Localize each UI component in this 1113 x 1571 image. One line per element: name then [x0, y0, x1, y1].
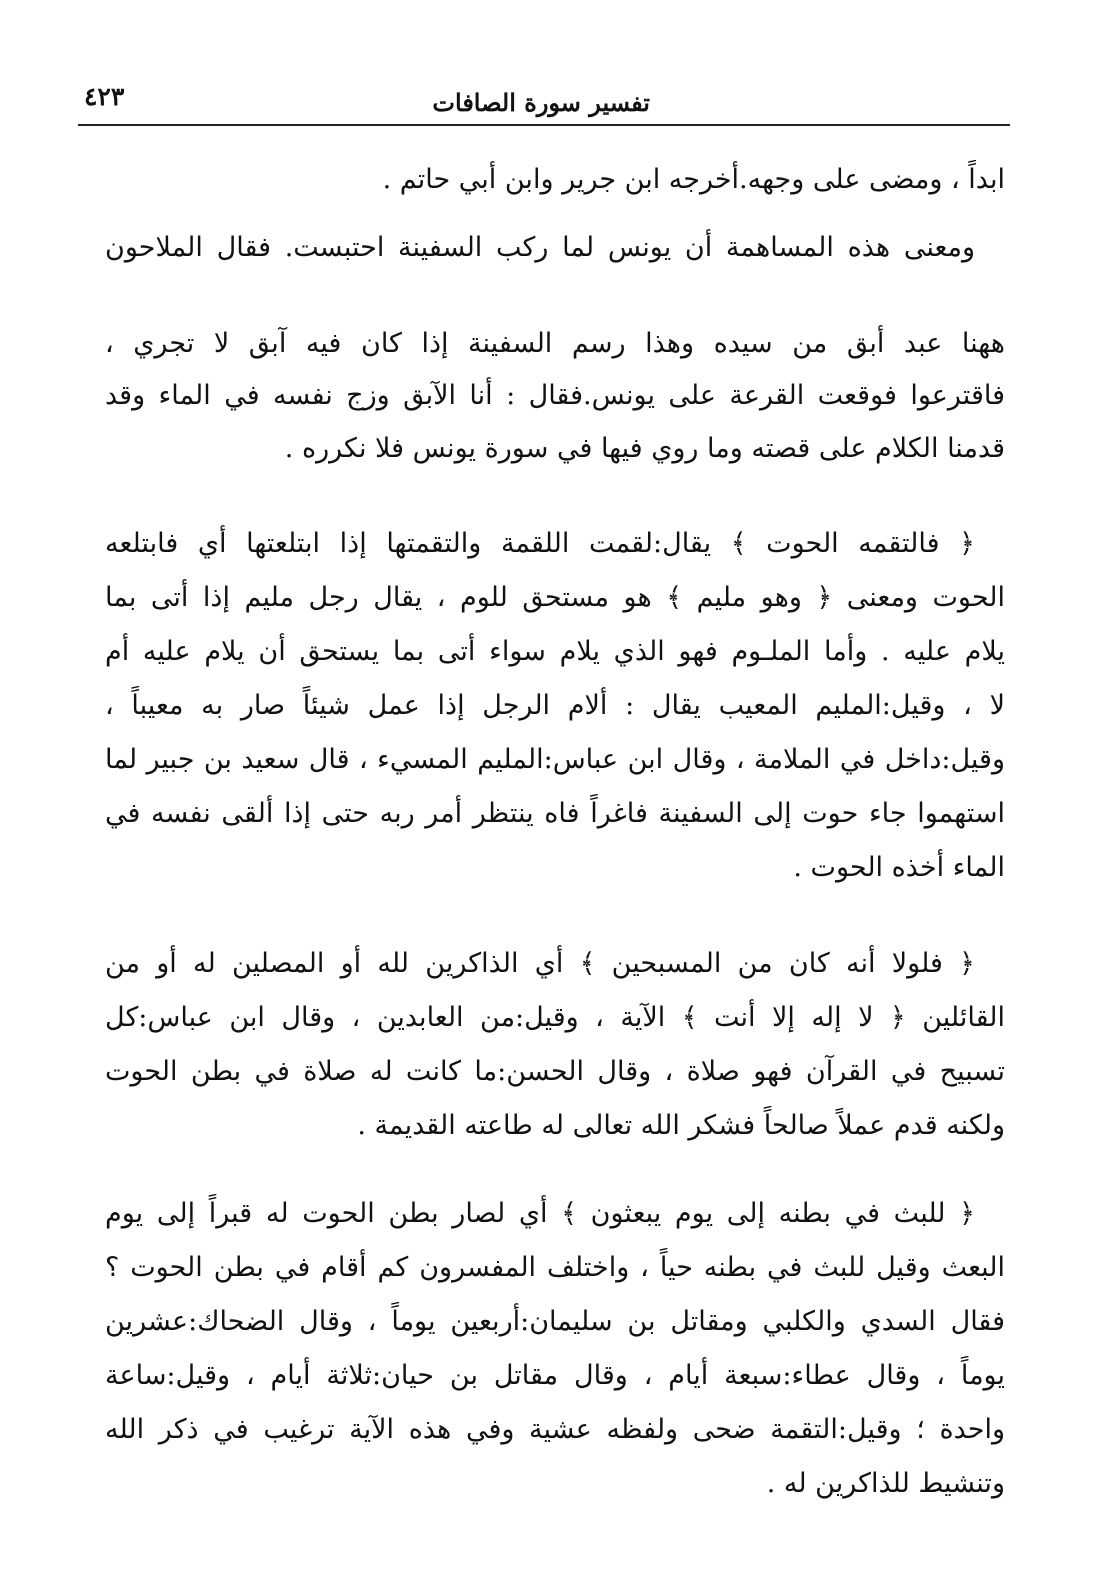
paragraph-6-line-2: البعث وقيل للبث في بطنه حياً ، واختلف المفسرون كم أقام في بطن الحوت ؟	[105, 1252, 1005, 1283]
paragraph-5-line-4: ولكنه قدم عملاً صالحاً فشكر الله تعالى له طاعته القديمة .	[357, 1110, 1005, 1141]
paragraph-6-line-1: ﴿ للبث في بطنه إلى يوم يبعثون ﴾ أي لصار بطن الحوت له قبراً إلى يوم	[105, 1198, 975, 1229]
page-number: ٤٢٣	[84, 82, 125, 111]
paragraph-3-line-1: ههنا عبد أبق من سيده وهذا رسم السفينة إذا كان فيه آبق لا تجري ،	[105, 328, 1005, 359]
paragraph-5-line-3: تسبيح في القرآن فهو صلاة ، وقال الحسن:ما كانت له صلاة في بطن الحوت	[105, 1056, 1005, 1087]
paragraph-4-line-7: الماء أخذه الحوت .	[793, 852, 1005, 883]
page-header	[80, 78, 1010, 128]
paragraph-4-line-2: الحوت ومعنى ﴿ وهو مليم ﴾ هو مستحق للوم ، يقال رجل مليم إذا أتى بما	[105, 582, 1005, 613]
paragraph-4-line-5: وقيل:داخل في الملامة ، وقال ابن عباس:المليم المسيء ، قال سعيد بن جبير لما	[105, 744, 1005, 775]
paragraph-3-line-2: فاقترعوا فوقعت القرعة على يونس.فقال : أنا الآبق وزج نفسه في الماء وقد	[105, 380, 1005, 411]
paragraph-1-line-1: ابداً ، ومضى على وجهه.أخرجه ابن جرير وابن أبي حاتم .	[382, 164, 1005, 195]
running-title: تفسير سورة الصافات	[432, 88, 650, 117]
paragraph-4-line-4: لا ، وقيل:المليم المعيب يقال : ألام الرجل إذا عمل شيئاً صار به معيباً ،	[105, 690, 1005, 721]
paragraph-5-line-1: ﴿ فلولا أنه كان من المسبحين ﴾ أي الذاكرين لله أو المصلين له أو من	[105, 948, 975, 979]
paragraph-3-line-3: قدمنا الكلام على قصته وما روي فيها في سورة يونس فلا نكرره .	[284, 433, 1005, 464]
paragraph-6-line-4: يوماً ، وقال عطاء:سبعة أيام ، وقال مقاتل بن حيان:ثلاثة أيام ، وقيل:ساعة	[105, 1360, 1005, 1391]
paragraph-4-line-1: ﴿ فالتقمه الحوت ﴾ يقال:لقمت اللقمة والتقمتها إذا ابتلعتها أي فابتلعه	[105, 528, 975, 559]
paragraph-6-line-6: وتنشيط للذاكرين له .	[766, 1468, 1005, 1499]
paragraph-2-line-1: ومعنى هذه المساهمة أن يونس لما ركب السفينة احتبست. فقال الملاحون	[105, 232, 975, 263]
paragraph-6-line-5: واحدة ؛ وقيل:التقمة ضحى ولفظه عشية وفي هذه الآية ترغيب في ذكر الله	[105, 1414, 1005, 1445]
paragraph-6-line-3: فقال السدي والكلبي ومقاتل بن سليمان:أربعين يوماً ، وقال الضحاك:عشرين	[105, 1306, 1005, 1337]
paragraph-4-line-6: استهموا جاء حوت إلى السفينة فاغراً فاه ينتظر أمر ربه حتى إذا ألقى نفسه في	[105, 798, 1005, 829]
paragraph-4-line-3: يلام عليه . وأما الملـوم فهو الذي يلام سواء أتى بما يستحق أن يلام عليه أم	[105, 636, 1005, 667]
paragraph-5-line-2: القائلين ﴿ لا إله إلا أنت ﴾ الآية ، وقيل:من العابدين ، وقال ابن عباس:كل	[105, 1002, 1005, 1033]
header-rule	[78, 124, 1010, 126]
